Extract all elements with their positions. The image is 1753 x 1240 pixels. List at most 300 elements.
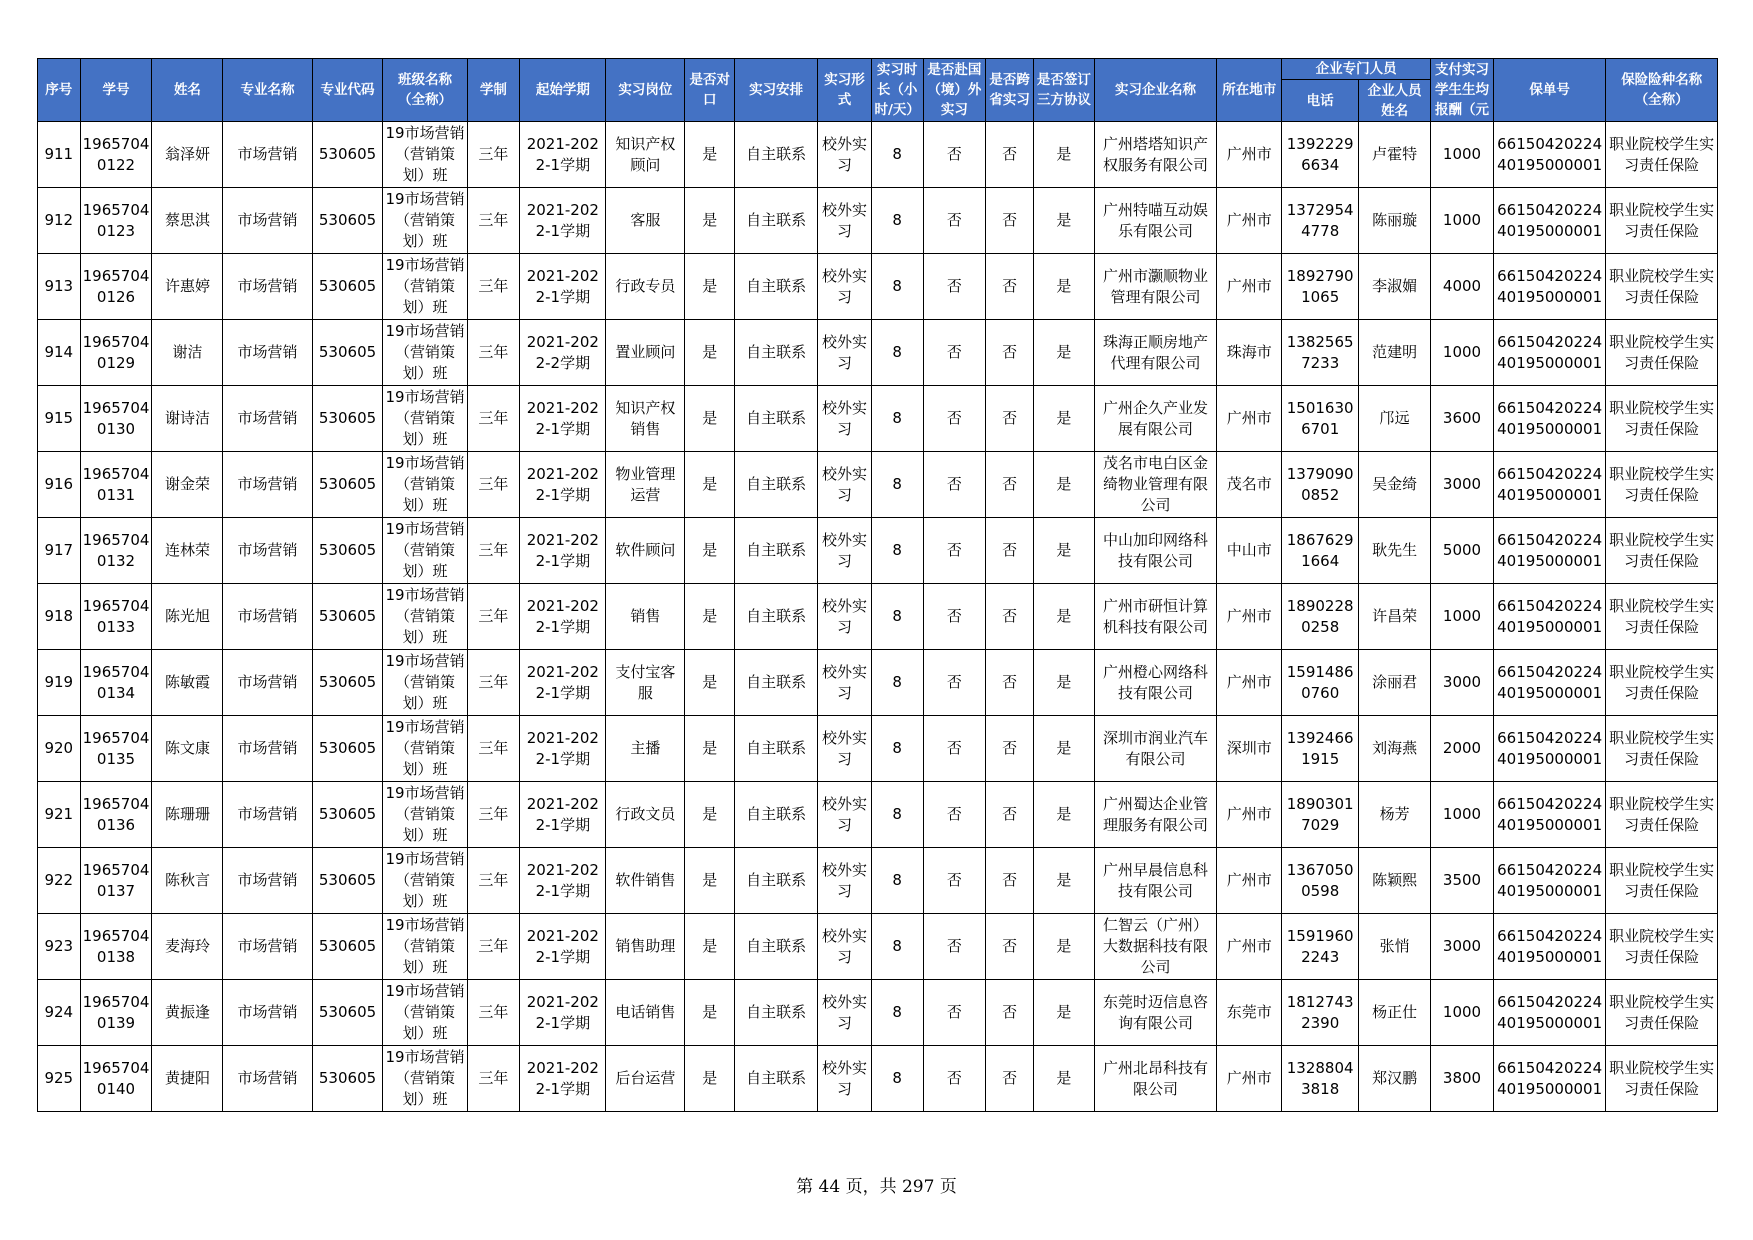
- row-no-text: 920: [44, 739, 74, 757]
- post: [606, 1046, 685, 1112]
- match-text: 是: [702, 1069, 718, 1087]
- major: [223, 584, 312, 650]
- form: [818, 980, 872, 1046]
- student-name: [152, 386, 223, 452]
- student-name-text: 连林荣: [164, 541, 210, 559]
- arrange: [735, 254, 818, 320]
- contact-phone-text: 18676291664: [1286, 530, 1354, 570]
- table-row: [38, 386, 1718, 452]
- abroad-text: 否: [946, 739, 962, 757]
- form-text: 校外实习: [821, 332, 867, 372]
- insurance-name: [1606, 386, 1718, 452]
- major-code: [312, 452, 383, 518]
- major-code-text: 530605: [318, 1003, 377, 1021]
- match: [685, 452, 735, 518]
- policy-no-text: 6615042022440195000001: [1497, 794, 1603, 834]
- pay: [1431, 650, 1494, 716]
- length: [467, 980, 520, 1046]
- post-text: 电话销售: [615, 1003, 676, 1021]
- pay-text: 3800: [1442, 1069, 1482, 1087]
- arrange-text: 自主联系: [746, 673, 807, 691]
- policy-no-text: 6615042022440195000001: [1497, 530, 1603, 570]
- contact-person-text: 卢霍特: [1372, 145, 1418, 163]
- major: [223, 188, 312, 254]
- city-text: 广州市: [1226, 805, 1272, 823]
- match-text: 是: [702, 277, 718, 295]
- header-post: 实习岗位: [606, 59, 685, 122]
- pay: [1431, 716, 1494, 782]
- header-policy: 保单号: [1493, 59, 1605, 122]
- hours-text: 8: [892, 805, 902, 823]
- abroad-text: 否: [946, 673, 962, 691]
- post-text: 行政专员: [615, 277, 676, 295]
- insurance-name: [1606, 188, 1718, 254]
- arrange-text: 自主联系: [746, 211, 807, 229]
- length-text: 三年: [478, 1003, 509, 1021]
- policy-no-text: 6615042022440195000001: [1497, 860, 1603, 900]
- abroad: [923, 716, 986, 782]
- hours: [871, 452, 923, 518]
- abroad-text: 否: [946, 937, 962, 955]
- major-code: [312, 320, 383, 386]
- insurance-name-text: 职业院校学生实习责任保险: [1609, 926, 1715, 966]
- row-no: [38, 254, 81, 320]
- major-code-text: 530605: [318, 1069, 377, 1087]
- major: [223, 386, 312, 452]
- hours: [871, 122, 923, 188]
- abroad-text: 否: [946, 475, 962, 493]
- header-match: 是否对口: [685, 59, 735, 122]
- length-text: 三年: [478, 739, 509, 757]
- contact-person-text: 陈丽璇: [1372, 211, 1418, 229]
- hours-text: 8: [892, 1003, 902, 1021]
- header-arrange: 实习安排: [735, 59, 818, 122]
- city-text: 广州市: [1226, 211, 1272, 229]
- major-text: 市场营销: [237, 343, 298, 361]
- pay: [1431, 122, 1494, 188]
- company: [1094, 848, 1217, 914]
- start-term-text: 2021-2022-1学期: [526, 926, 599, 966]
- student-id: [80, 848, 152, 914]
- contact-phone-text: 18127432390: [1286, 992, 1354, 1032]
- major: [223, 914, 312, 980]
- arrange: [735, 650, 818, 716]
- pay: [1431, 914, 1494, 980]
- contact-person: [1359, 320, 1431, 386]
- contact-person-text: 许昌荣: [1372, 607, 1418, 625]
- student-name: [152, 584, 223, 650]
- length-text: 三年: [478, 805, 509, 823]
- student-name: [152, 122, 223, 188]
- class-name-text: 19市场营销（营销策划）班: [385, 850, 465, 910]
- tripartite-text: 是: [1056, 277, 1072, 295]
- insurance-name: [1606, 254, 1718, 320]
- pay-text: 1000: [1442, 1003, 1482, 1021]
- start-term: [520, 320, 606, 386]
- hours-text: 8: [892, 145, 902, 163]
- insurance-name-text: 职业院校学生实习责任保险: [1609, 398, 1715, 438]
- policy-no-text: 6615042022440195000001: [1497, 728, 1603, 768]
- abroad: [923, 188, 986, 254]
- major-code-text: 530605: [318, 211, 377, 229]
- match: [685, 1046, 735, 1112]
- pay: [1431, 782, 1494, 848]
- length: [467, 584, 520, 650]
- pay: [1431, 320, 1494, 386]
- hours-text: 8: [892, 607, 902, 625]
- class-name-text: 19市场营销（营销策划）班: [385, 388, 465, 448]
- table-row: [38, 1046, 1718, 1112]
- pay-text: 1000: [1442, 211, 1482, 229]
- insurance-name: [1606, 914, 1718, 980]
- tripartite: [1033, 122, 1094, 188]
- header-hours: 实习时长（小时/天）: [871, 59, 923, 122]
- contact-person: [1359, 518, 1431, 584]
- company: [1094, 122, 1217, 188]
- student-id: [80, 254, 152, 320]
- student-id-text: 19657040137: [82, 860, 150, 900]
- contact-person-text: 邝远: [1379, 409, 1410, 427]
- pay: [1431, 518, 1494, 584]
- start-term-text: 2021-2022-1学期: [526, 662, 599, 702]
- length: [467, 650, 520, 716]
- length-text: 三年: [478, 475, 509, 493]
- pay-text: 1000: [1442, 607, 1482, 625]
- match-text: 是: [702, 409, 718, 427]
- student-name-text: 陈敏霞: [164, 673, 210, 691]
- insurance-name: [1606, 1046, 1718, 1112]
- major-code: [312, 650, 383, 716]
- table-row: [38, 320, 1718, 386]
- pay-text: 1000: [1442, 343, 1482, 361]
- student-name-text: 麦海玲: [164, 937, 210, 955]
- match: [685, 188, 735, 254]
- city: [1217, 914, 1282, 980]
- student-name: [152, 452, 223, 518]
- table-row: [38, 848, 1718, 914]
- match-text: 是: [702, 673, 718, 691]
- abroad: [923, 254, 986, 320]
- insurance-name: [1606, 452, 1718, 518]
- contact-phone-text: 15016306701: [1286, 398, 1354, 438]
- major-text: 市场营销: [237, 409, 298, 427]
- insurance-name-text: 职业院校学生实习责任保险: [1609, 860, 1715, 900]
- tripartite: [1033, 980, 1094, 1046]
- length: [467, 914, 520, 980]
- table-row: [38, 584, 1718, 650]
- class-name: [383, 782, 467, 848]
- hours: [871, 716, 923, 782]
- student-id-text: 19657040139: [82, 992, 150, 1032]
- contact-person: [1359, 584, 1431, 650]
- city-text: 珠海市: [1226, 343, 1272, 361]
- row-no: [38, 980, 81, 1046]
- contact-phone-text: 13790900852: [1286, 464, 1354, 504]
- contact-phone-text: 13729544778: [1286, 200, 1354, 240]
- student-id: [80, 650, 152, 716]
- form-text: 校外实习: [821, 530, 867, 570]
- row-no-text: 925: [44, 1069, 74, 1087]
- abroad: [923, 650, 986, 716]
- major-text: 市场营销: [237, 739, 298, 757]
- contact-person-text: 刘海燕: [1372, 739, 1418, 757]
- student-name-text: 黄振逢: [164, 1003, 210, 1021]
- student-id: [80, 320, 152, 386]
- student-name: [152, 848, 223, 914]
- contact-phone: [1282, 254, 1359, 320]
- start-term: [520, 914, 606, 980]
- form-text: 校外实习: [821, 992, 867, 1032]
- major-text: 市场营销: [237, 475, 298, 493]
- match-text: 是: [702, 871, 718, 889]
- major-code: [312, 716, 383, 782]
- table-row: [38, 716, 1718, 782]
- arrange-text: 自主联系: [746, 145, 807, 163]
- contact-phone-text: 18903017029: [1286, 794, 1354, 834]
- arrange-text: 自主联系: [746, 1069, 807, 1087]
- form-text: 校外实习: [821, 134, 867, 174]
- cross-province: [986, 1046, 1034, 1112]
- start-term: [520, 980, 606, 1046]
- header-major-code: 专业代码: [312, 59, 383, 122]
- cross-province: [986, 122, 1034, 188]
- cross-province-text: 否: [1002, 607, 1018, 625]
- abroad: [923, 782, 986, 848]
- start-term-text: 2021-2022-1学期: [526, 530, 599, 570]
- student-id-text: 19657040122: [82, 134, 150, 174]
- company-text: 广州企久产业发展有限公司: [1103, 398, 1209, 438]
- hours-text: 8: [892, 475, 902, 493]
- table-row: [38, 914, 1718, 980]
- start-term: [520, 452, 606, 518]
- policy-no: [1493, 452, 1605, 518]
- class-name: [383, 386, 467, 452]
- tripartite-text: 是: [1056, 541, 1072, 559]
- post-text: 软件销售: [615, 871, 676, 889]
- student-id: [80, 122, 152, 188]
- student-name-text: 蔡思淇: [164, 211, 210, 229]
- city: [1217, 254, 1282, 320]
- class-name-text: 19市场营销（营销策划）班: [385, 124, 465, 184]
- row-no: [38, 452, 81, 518]
- arrange: [735, 980, 818, 1046]
- student-id-text: 19657040138: [82, 926, 150, 966]
- table-row: [38, 518, 1718, 584]
- tripartite-text: 是: [1056, 937, 1072, 955]
- class-name-text: 19市场营销（营销策划）班: [385, 256, 465, 316]
- pay: [1431, 980, 1494, 1046]
- class-name-text: 19市场营销（营销策划）班: [385, 520, 465, 580]
- arrange-text: 自主联系: [746, 739, 807, 757]
- student-id: [80, 716, 152, 782]
- length: [467, 716, 520, 782]
- contact-phone-text: 15919602243: [1286, 926, 1354, 966]
- city-text: 深圳市: [1226, 739, 1272, 757]
- form: [818, 716, 872, 782]
- student-name: [152, 188, 223, 254]
- insurance-name-text: 职业院校学生实习责任保险: [1609, 464, 1715, 504]
- row-no-text: 922: [44, 871, 74, 889]
- row-no-text: 911: [44, 145, 74, 163]
- arrange-text: 自主联系: [746, 409, 807, 427]
- company-text: 深圳市润业汽车有限公司: [1103, 728, 1209, 768]
- start-term-text: 2021-2022-1学期: [526, 1058, 599, 1098]
- start-term-text: 2021-2022-1学期: [526, 134, 599, 174]
- city: [1217, 848, 1282, 914]
- insurance-name: [1606, 980, 1718, 1046]
- insurance-name: [1606, 518, 1718, 584]
- student-name: [152, 716, 223, 782]
- company: [1094, 650, 1217, 716]
- start-term-text: 2021-2022-1学期: [526, 266, 599, 306]
- contact-person: [1359, 254, 1431, 320]
- abroad-text: 否: [946, 541, 962, 559]
- pay: [1431, 584, 1494, 650]
- match-text: 是: [702, 211, 718, 229]
- form: [818, 914, 872, 980]
- abroad: [923, 914, 986, 980]
- policy-no-text: 6615042022440195000001: [1497, 992, 1603, 1032]
- tripartite: [1033, 782, 1094, 848]
- cross-province-text: 否: [1002, 673, 1018, 691]
- company: [1094, 320, 1217, 386]
- city-text: 广州市: [1226, 937, 1272, 955]
- insurance-name: [1606, 848, 1718, 914]
- tripartite-text: 是: [1056, 145, 1072, 163]
- row-no: [38, 188, 81, 254]
- abroad: [923, 1046, 986, 1112]
- class-name: [383, 254, 467, 320]
- pay-text: 3000: [1442, 475, 1482, 493]
- company-text: 珠海正顺房地产代理有限公司: [1103, 332, 1209, 372]
- class-name-text: 19市场营销（营销策划）班: [385, 916, 465, 976]
- post-text: 客服: [630, 211, 661, 229]
- student-id-text: 19657040123: [82, 200, 150, 240]
- company: [1094, 584, 1217, 650]
- policy-no-text: 6615042022440195000001: [1497, 266, 1603, 306]
- class-name: [383, 848, 467, 914]
- student-id-text: 19657040140: [82, 1058, 150, 1098]
- class-name-text: 19市场营销（营销策划）班: [385, 718, 465, 778]
- hours: [871, 782, 923, 848]
- match: [685, 122, 735, 188]
- major: [223, 1046, 312, 1112]
- pay-text: 3000: [1442, 673, 1482, 691]
- length: [467, 848, 520, 914]
- contact-person-text: 杨芳: [1379, 805, 1410, 823]
- post-text: 软件顾问: [615, 541, 676, 559]
- pay: [1431, 1046, 1494, 1112]
- match-text: 是: [702, 1003, 718, 1021]
- contact-person: [1359, 980, 1431, 1046]
- cross-province-text: 否: [1002, 409, 1018, 427]
- insurance-name: [1606, 320, 1718, 386]
- tripartite-text: 是: [1056, 805, 1072, 823]
- start-term-text: 2021-2022-1学期: [526, 860, 599, 900]
- row-no-text: 924: [44, 1003, 74, 1021]
- match-text: 是: [702, 805, 718, 823]
- insurance-name: [1606, 122, 1718, 188]
- cross-province: [986, 980, 1034, 1046]
- length: [467, 1046, 520, 1112]
- match-text: 是: [702, 937, 718, 955]
- company: [1094, 386, 1217, 452]
- pay: [1431, 452, 1494, 518]
- pay-text: 3500: [1442, 871, 1482, 889]
- policy-no: [1493, 122, 1605, 188]
- insurance-name: [1606, 716, 1718, 782]
- tripartite: [1033, 584, 1094, 650]
- match: [685, 914, 735, 980]
- policy-no-text: 6615042022440195000001: [1497, 134, 1603, 174]
- company-text: 广州塔塔知识产权服务有限公司: [1103, 134, 1209, 174]
- abroad-text: 否: [946, 871, 962, 889]
- contact-phone: [1282, 1046, 1359, 1112]
- cross-province: [986, 188, 1034, 254]
- table-row: [38, 650, 1718, 716]
- student-name-text: 陈珊珊: [164, 805, 210, 823]
- arrange: [735, 1046, 818, 1112]
- pay-text: 4000: [1442, 277, 1482, 295]
- contact-phone-text: 18902280258: [1286, 596, 1354, 636]
- post-text: 支付宝客服: [615, 662, 676, 702]
- major-code-text: 530605: [318, 541, 377, 559]
- tripartite-text: 是: [1056, 211, 1072, 229]
- cross-province: [986, 848, 1034, 914]
- hours-text: 8: [892, 937, 902, 955]
- class-name: [383, 452, 467, 518]
- tripartite-text: 是: [1056, 475, 1072, 493]
- policy-no: [1493, 716, 1605, 782]
- contact-phone-text: 13922296634: [1286, 134, 1354, 174]
- policy-no-text: 6615042022440195000001: [1497, 926, 1603, 966]
- city: [1217, 980, 1282, 1046]
- abroad-text: 否: [946, 607, 962, 625]
- student-name: [152, 518, 223, 584]
- match: [685, 254, 735, 320]
- pay-text: 2000: [1442, 739, 1482, 757]
- hours: [871, 386, 923, 452]
- student-id: [80, 518, 152, 584]
- company-text: 茂名市电白区金绮物业管理有限公司: [1103, 454, 1209, 514]
- major-text: 市场营销: [237, 277, 298, 295]
- tripartite: [1033, 386, 1094, 452]
- tripartite: [1033, 650, 1094, 716]
- policy-no-text: 6615042022440195000001: [1497, 200, 1603, 240]
- insurance-name-text: 职业院校学生实习责任保险: [1609, 728, 1715, 768]
- tripartite: [1033, 320, 1094, 386]
- major-code-text: 530605: [318, 343, 377, 361]
- hours: [871, 584, 923, 650]
- post: [606, 122, 685, 188]
- row-no: [38, 122, 81, 188]
- tripartite-text: 是: [1056, 409, 1072, 427]
- tripartite: [1033, 518, 1094, 584]
- row-no: [38, 584, 81, 650]
- form-text: 校外实习: [821, 860, 867, 900]
- length-text: 三年: [478, 541, 509, 559]
- cross-province: [986, 254, 1034, 320]
- tripartite-text: 是: [1056, 871, 1072, 889]
- cross-province-text: 否: [1002, 871, 1018, 889]
- company-text: 中山加印网络科技有限公司: [1103, 530, 1209, 570]
- arrange-text: 自主联系: [746, 475, 807, 493]
- contact-phone: [1282, 584, 1359, 650]
- cross-province-text: 否: [1002, 937, 1018, 955]
- cross-province: [986, 650, 1034, 716]
- major-code: [312, 188, 383, 254]
- major: [223, 782, 312, 848]
